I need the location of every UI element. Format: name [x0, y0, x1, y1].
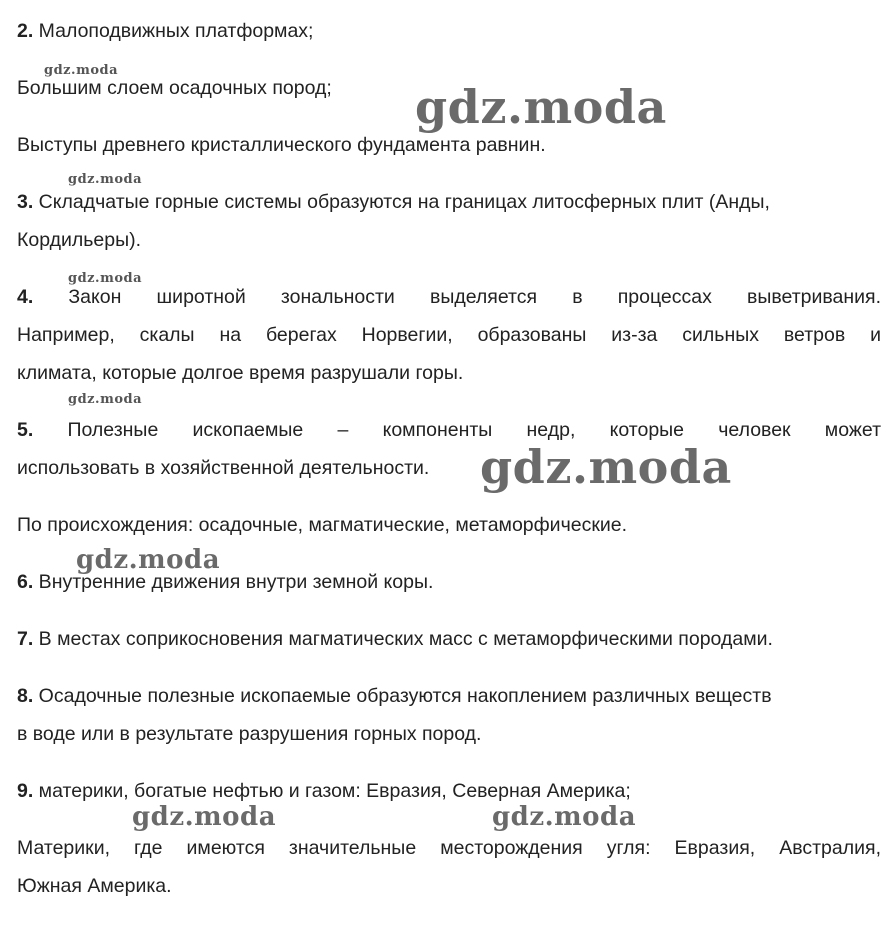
- answer-text: Полезные ископаемые – компоненты недр, которые человек может: [33, 419, 881, 441]
- answer-5-line-2: [17, 456, 881, 480]
- answer-text: Складчатые горные системы образуются на границах литосферных плит (Анды,: [33, 191, 770, 213]
- answer-text: Внутренние движения внутри земной коры.: [33, 571, 434, 593]
- watermark-logo: gdz.moda: [76, 545, 221, 575]
- answer-4-line-2: [17, 323, 881, 347]
- answer-2-line-1: [17, 19, 881, 43]
- answer-2-line-3: [17, 133, 881, 157]
- watermark-logo: gdz.moda: [68, 271, 143, 286]
- answer-8-line-1: [17, 684, 881, 708]
- answer-text: Южная Америка.: [17, 875, 172, 897]
- watermark-logo: gdz.moda: [492, 802, 637, 832]
- answer-text: использовать в хозяйственной деятельности.: [17, 457, 430, 479]
- answer-text: В местах соприкосновения магматических масс с метаморфическими породами.: [33, 628, 773, 650]
- answer-6-line-1: [17, 570, 881, 594]
- answer-2-line-2: [17, 76, 881, 100]
- watermark-logo: gdz.moda: [68, 392, 143, 407]
- answer-8-line-2: [17, 722, 881, 746]
- answer-number: 7.: [17, 628, 34, 650]
- answer-text: Закон широтной зональности выделяется в процессах выветривания.: [33, 286, 881, 308]
- answer-text: Осадочные полезные ископаемые образуются накоплением различных веществ: [33, 685, 772, 707]
- answer-text: Материки, где имеются значительные месторождения угля: Евразия, Австралия,: [17, 837, 881, 859]
- answer-5-line-1: [17, 418, 881, 442]
- watermark-logo: gdz.moda: [480, 440, 732, 494]
- answer-text: Малоподвижных платформах;: [33, 20, 314, 42]
- answer-4-line-3: [17, 361, 881, 385]
- answer-text: материки, богатые нефтью и газом: Евразия, Северная Америка;: [33, 780, 631, 802]
- answer-number: 6.: [17, 571, 34, 593]
- answer-number: 3.: [17, 191, 34, 213]
- answer-text: Большим слоем осадочных пород;: [17, 77, 332, 99]
- answer-9-line-2: [17, 836, 881, 860]
- answer-text: Выступы древнего кристаллического фундамента равнин.: [17, 134, 546, 156]
- answer-number: 8.: [17, 685, 34, 707]
- answer-number: 9.: [17, 780, 34, 802]
- answer-3-line-2: [17, 228, 881, 252]
- answer-text: По происхождения: осадочные, магматические, метаморфические.: [17, 514, 628, 536]
- answer-text: Кордильеры).: [17, 229, 142, 251]
- answer-4-line-1: [17, 285, 881, 309]
- answer-text: климата, которые долгое время разрушали горы.: [17, 362, 464, 384]
- answer-9-line-1: [17, 779, 881, 803]
- watermark-logo: gdz.moda: [415, 80, 667, 134]
- answer-5-line-3: [17, 513, 881, 537]
- watermark-logo: gdz.moda: [132, 802, 277, 832]
- watermark-logo: gdz.moda: [68, 172, 143, 187]
- answer-3-line-1: [17, 190, 881, 214]
- answer-7-line-1: [17, 627, 881, 651]
- answer-number: 4.: [17, 286, 34, 308]
- answer-number: 2.: [17, 20, 34, 42]
- watermark-logo: gdz.moda: [44, 63, 119, 78]
- answer-text: в воде или в результате разрушения горных пород.: [17, 723, 482, 745]
- answer-9-line-3: [17, 874, 881, 898]
- answer-number: 5.: [17, 419, 34, 441]
- answer-text: Например, скалы на берегах Норвегии, образованы из-за сильных ветров и: [17, 324, 881, 346]
